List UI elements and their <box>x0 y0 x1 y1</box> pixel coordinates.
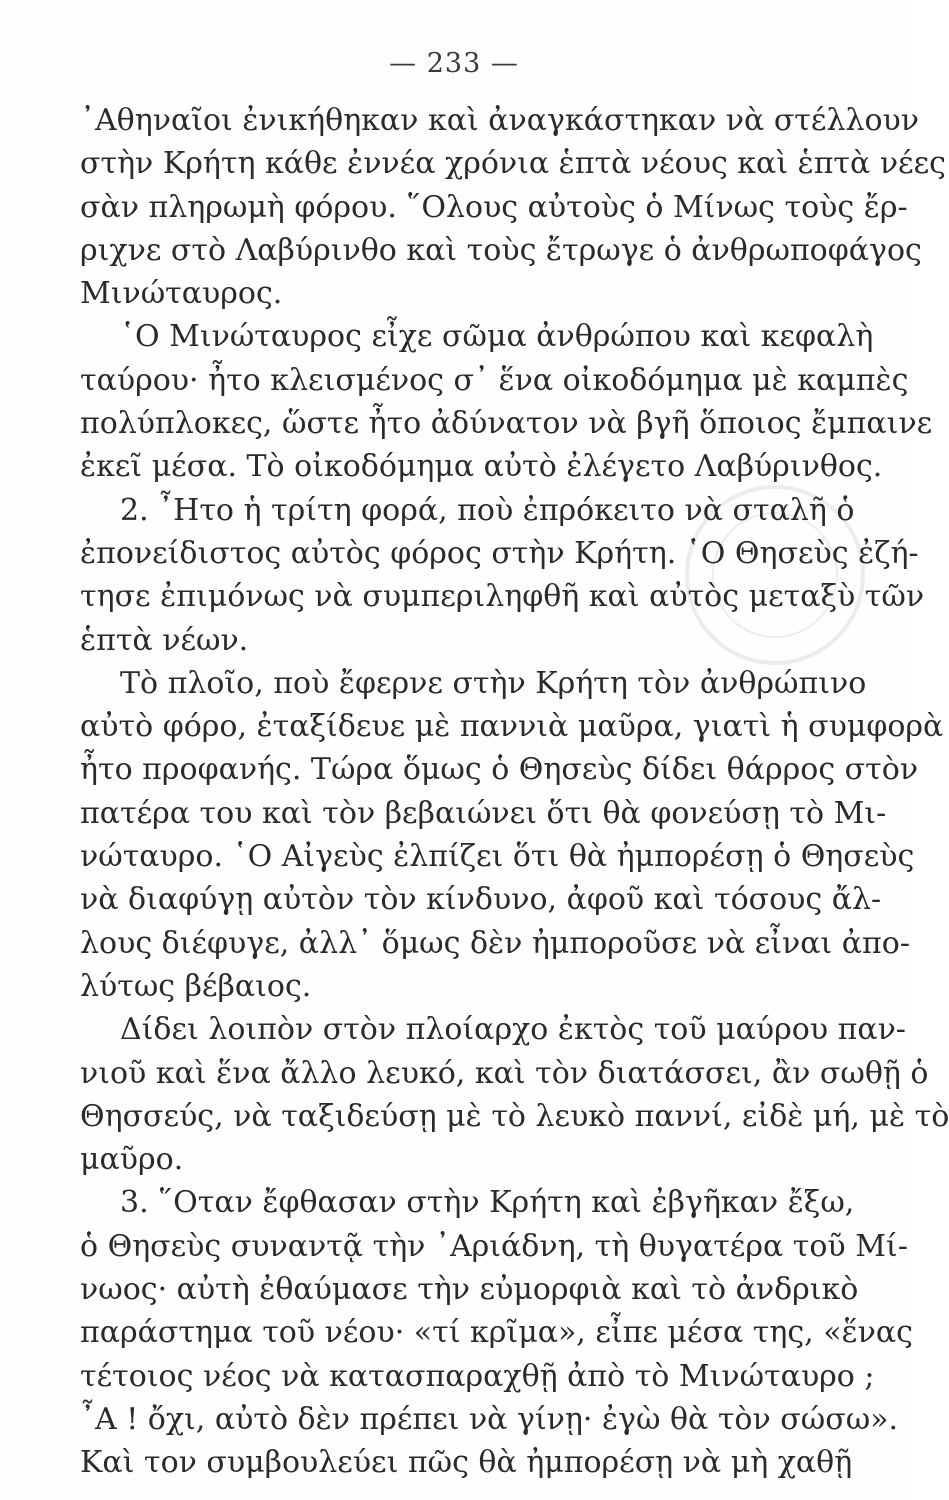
text-line: 3. ῞Οταν ἔφθασαν στὴν Κρήτη καὶ ἐβγῆκαν ἔξω, <box>120 1185 855 1221</box>
text-line: λους διέφυγε, ἀλλ᾿ ὅμως δὲν ἠμποροῦσε νὰ εἶναι ἀπο- <box>80 925 910 961</box>
text-line: ῾Ο Μινώταυρος εἶχε σῶμα ἀνθρώπου καὶ κεφαλὴ <box>120 319 874 355</box>
text-line: ἐκεῖ μέσα. Τὸ οἰκοδόμημα αὐτὸ ἐλέγετο Λαβύρινθος. <box>80 449 883 485</box>
text-line: νώταυρο. ῾Ο Αἰγεὺς ἐλπίζει ὅτι θὰ ἠμπορέσῃ ὁ Θησεὺς <box>80 839 915 875</box>
text-line: ἦτο προφανής. Τώρα ὅμως ὁ Θησεὺς δίδει θάρρος στὸν <box>80 752 919 788</box>
text-line: λύτως βέβαιος. <box>80 968 312 1004</box>
text-line: ῏Α ! ὄχι, αὐτὸ δὲν πρέπει νὰ γίνῃ· ἐγὼ θὰ τὸν σώσω». <box>80 1401 899 1437</box>
text-line: παράστημα τοῦ νέου· «τί κρῖμα», εἶπε μέσα της, «ἕνας <box>80 1315 913 1351</box>
text-line: ταύρου· ἦτο κλεισμένος σ᾿ ἕνα οἰκοδόμημα μὲ καμπὲς <box>80 362 909 398</box>
body-text <box>80 99 949 1485</box>
text-line: στὴν Κρήτη κάθε ἐννέα χρόνια ἑπτὰ νέους καὶ ἑπτὰ νέες <box>80 146 946 182</box>
text-line: τέτοιος νέος νὰ κατασπαραχθῇ ἀπὸ τὸ Μινώταυρο ; <box>80 1358 875 1394</box>
text-line: Τὸ πλοῖο, ποὺ ἔφερνε στὴν Κρήτη τὸν ἀνθρώπινο <box>120 665 867 701</box>
text-line: πολύπλοκες, ὥστε ἦτο ἀδύνατον νὰ βγῆ ὅποιος ἔμπαινε <box>80 406 933 442</box>
text-line: ἑπτὰ νέων. <box>80 622 249 658</box>
text-line: ᾿Αθηναῖοι ἐνικήθηκαν καὶ ἀναγκάστηκαν νὰ στέλλουν <box>80 103 920 138</box>
text-line: σὰν πληρωμὴ φόρου. ῞Ολους αὐτοὺς ὁ Μίνως τοὺς ἔρ- <box>80 189 908 225</box>
page-number: — 233 — <box>389 48 519 79</box>
text-line: ἐπονείδιστος αὐτὸς φόρος στὴν Κρήτη. ῾Ο Θησεὺς ἐζή- <box>80 535 919 571</box>
text-line: μαῦρο. <box>80 1142 184 1178</box>
text-line: νὰ διαφύγῃ αὐτὸν τὸν κίνδυνο, ἀφοῦ καὶ τόσους ἄλ- <box>80 882 882 918</box>
text-line: νωος· αὐτὴ ἐθαύμασε τὴν εὐμορφιὰ καὶ τὸ ἀνδρικὸ <box>80 1272 859 1308</box>
text-line: Καὶ τον συμβουλεύει πῶς θὰ ἠμπορέσῃ νὰ μὴ χαθῇ <box>80 1445 853 1481</box>
text-line: Μινώταυρος. <box>80 276 283 312</box>
text-line: Δίδει λοιπὸν στὸν πλοίαρχο ἐκτὸς τοῦ μαύρου παν- <box>120 1012 906 1048</box>
text-line: νιοῦ καὶ ἕνα ἄλλο λευκό, καὶ τὸν διατάσσει, ἂν σωθῇ ὁ <box>80 1055 929 1091</box>
text-line: τησε ἐπιμόνως νὰ συμπεριληφθῆ καὶ αὐτὸς μεταξὺ τῶν <box>80 579 925 615</box>
text-line: αὐτὸ φόρο, ἐταξίδευε μὲ παννιὰ μαῦρα, γιατὶ ἡ συμφορὰ <box>80 709 944 745</box>
text-line: Θησσεύς, νὰ ταξιδεύσῃ μὲ τὸ λευκὸ παννί, εἰδὲ μή, μὲ τὸ <box>80 1098 949 1134</box>
text-line: πατέρα του καὶ τὸν βεβαιώνει ὅτι θὰ φονεύσῃ τὸ Μι- <box>80 795 887 831</box>
text-line: ὁ Θησεὺς συναντᾷ τὴν ᾿Αριάδνη, τὴ θυγατέρα τοῦ Μί- <box>80 1228 908 1264</box>
text-line: 2. ῏Ητο ἡ τρίτη φορά, ποὺ ἐπρόκειτο νὰ σταλῆ ὁ <box>120 492 855 528</box>
text-line: ριχνε στὸ Λαβύρινθο καὶ τοὺς ἔτρωγε ὁ ἀνθρωποφάγος <box>80 232 922 268</box>
